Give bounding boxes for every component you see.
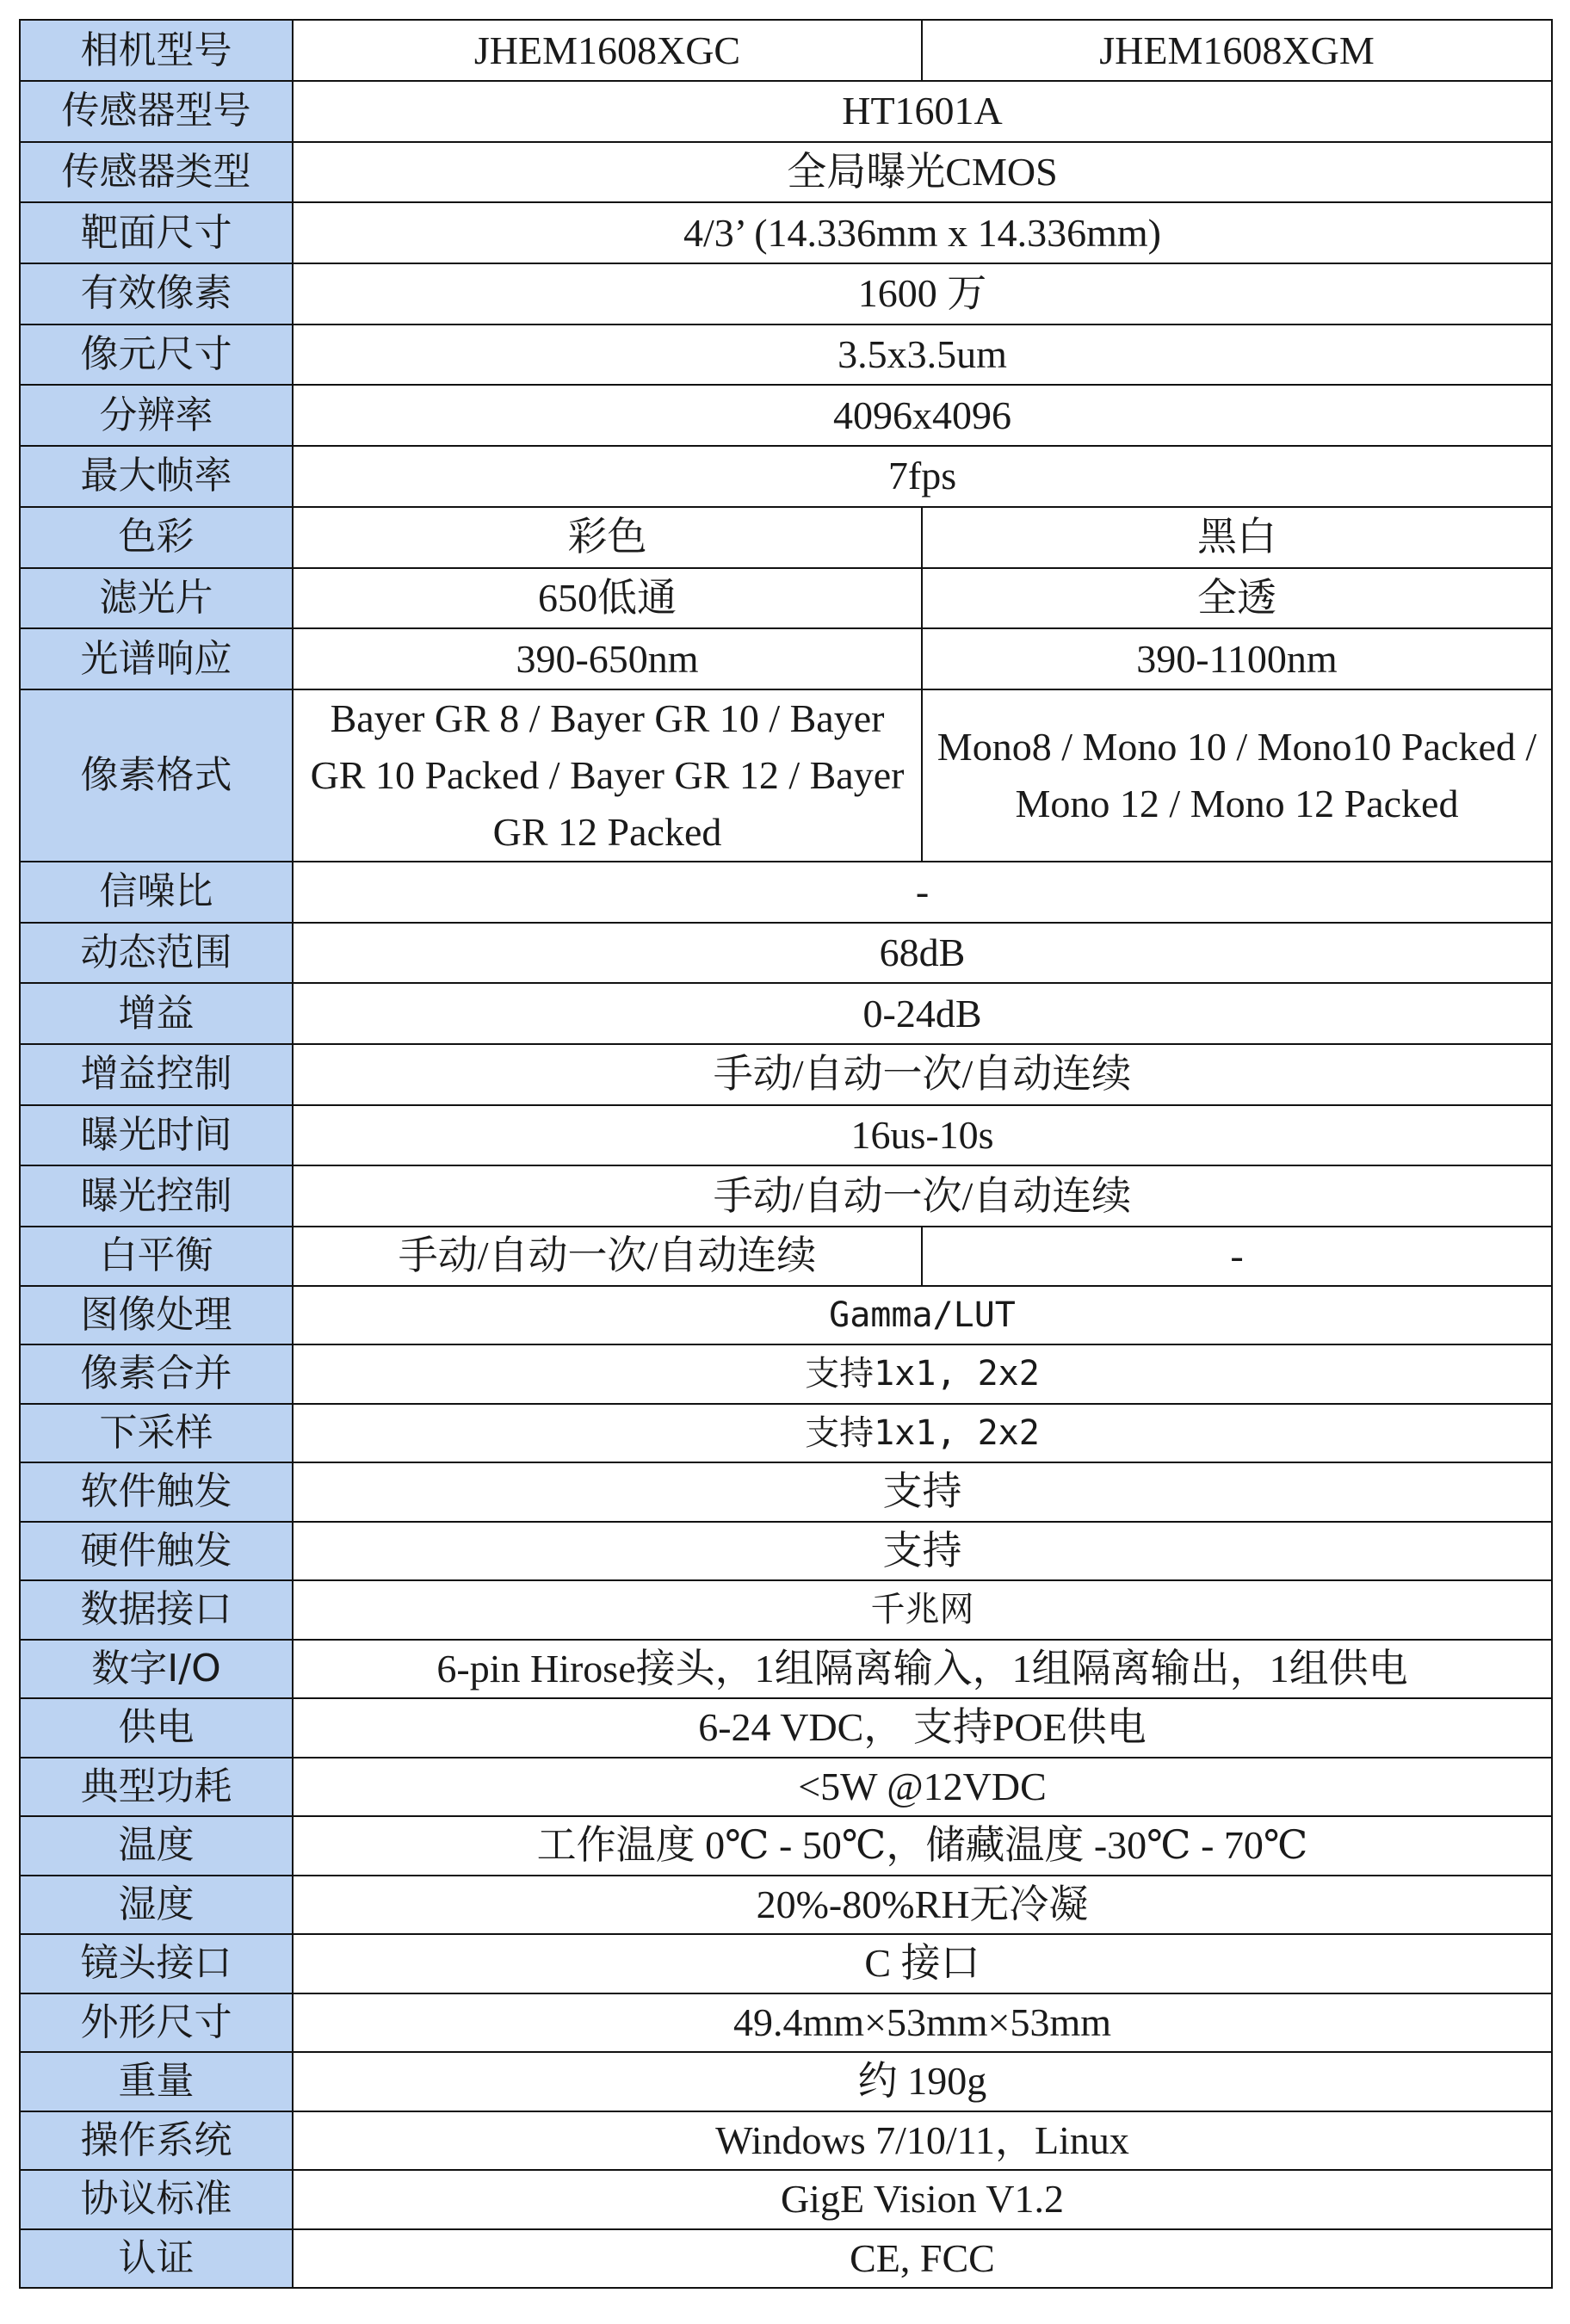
spec-label: 数字I/O (20, 1640, 293, 1699)
spec-value: 手动/自动一次/自动连续 (293, 1044, 1552, 1105)
spec-value: 工作温度 0℃ - 50℃，储藏温度 -30℃ - 70℃ (293, 1816, 1552, 1876)
header-model-label: 相机型号 (20, 20, 293, 81)
table-row (20, 1462, 1552, 1522)
table-row (20, 81, 1552, 142)
table-header-row (20, 20, 1552, 81)
spec-label: 白平衡 (20, 1227, 293, 1286)
spec-value: 7fps (293, 446, 1552, 507)
spec-label: 镜头接口 (20, 1934, 293, 1993)
spec-value: 约 190g (293, 2052, 1552, 2111)
spec-value: 全局曝光CMOS (293, 142, 1552, 203)
spec-label: 重量 (20, 2052, 293, 2111)
spec-table-body (20, 20, 1552, 2288)
spec-label: 动态范围 (20, 923, 293, 984)
spec-value: 68dB (293, 923, 1552, 984)
spec-value-color-model: Bayer GR 8 / Bayer GR 10 / Bayer GR 10 Packed / Bayer GR 12 / Bayer GR 12 Packed (293, 689, 922, 862)
spec-label: 软件触发 (20, 1462, 293, 1522)
spec-value: HT1601A (293, 81, 1552, 142)
table-row (20, 1758, 1552, 1817)
spec-value: 支持 (293, 1462, 1552, 1522)
table-row (20, 983, 1552, 1044)
table-row (20, 1165, 1552, 1227)
spec-value: 20%-80%RH无冷凝 (293, 1876, 1552, 1935)
spec-label: 曝光控制 (20, 1165, 293, 1227)
table-row (20, 1816, 1552, 1876)
table-row (20, 1227, 1552, 1286)
table-row (20, 263, 1552, 324)
spec-value: Gamma/LUT (293, 1286, 1552, 1345)
spec-label: 信噪比 (20, 862, 293, 923)
table-row (20, 385, 1552, 446)
spec-label: 曝光时间 (20, 1105, 293, 1166)
table-row (20, 2052, 1552, 2111)
spec-value: Windows 7/10/11，Linux (293, 2111, 1552, 2171)
spec-label: 传感器类型 (20, 142, 293, 203)
table-row (20, 1580, 1552, 1640)
table-row (20, 1044, 1552, 1105)
spec-label: 色彩 (20, 507, 293, 568)
spec-label: 协议标准 (20, 2170, 293, 2229)
spec-table (19, 19, 1553, 2289)
spec-label: 像素格式 (20, 689, 293, 862)
spec-value: GigE Vision V1.2 (293, 2170, 1552, 2229)
table-row (20, 1344, 1552, 1404)
spec-label: 图像处理 (20, 1286, 293, 1345)
spec-label: 认证 (20, 2229, 293, 2289)
table-row (20, 1934, 1552, 1993)
spec-value-mono-model: Mono8 / Mono 10 / Mono10 Packed / Mono 12 / Mono 12 Packed (922, 689, 1552, 862)
spec-value-color-model: 彩色 (293, 507, 922, 568)
spec-label: 增益 (20, 983, 293, 1044)
spec-value: 手动/自动一次/自动连续 (293, 1165, 1552, 1227)
spec-label: 最大帧率 (20, 446, 293, 507)
table-row (20, 507, 1552, 568)
spec-label: 温度 (20, 1816, 293, 1876)
spec-value: 支持1x1, 2x2 (293, 1404, 1552, 1463)
spec-value: - (293, 862, 1552, 923)
spec-label: 操作系统 (20, 2111, 293, 2171)
spec-value-color-model: 390-650nm (293, 628, 922, 689)
table-row (20, 1640, 1552, 1699)
spec-value-color-model: 手动/自动一次/自动连续 (293, 1227, 922, 1286)
spec-value: C 接口 (293, 1934, 1552, 1993)
table-row (20, 324, 1552, 386)
spec-value-color-model: 650低通 (293, 568, 922, 629)
spec-label: 数据接口 (20, 1580, 293, 1640)
spec-value: 0-24dB (293, 983, 1552, 1044)
table-row (20, 568, 1552, 629)
spec-label: 像素合并 (20, 1344, 293, 1404)
spec-value: 49.4mm×53mm×53mm (293, 1993, 1552, 2053)
spec-value: 16us-10s (293, 1105, 1552, 1166)
spec-value-mono-model: 全透 (922, 568, 1552, 629)
spec-value: CE, FCC (293, 2229, 1552, 2289)
spec-label: 滤光片 (20, 568, 293, 629)
spec-value: 支持 (293, 1522, 1552, 1581)
table-row (20, 923, 1552, 984)
spec-label: 典型功耗 (20, 1758, 293, 1817)
spec-label: 有效像素 (20, 263, 293, 324)
spec-value: 6-24 VDC， 支持POE供电 (293, 1698, 1552, 1758)
spec-label: 传感器型号 (20, 81, 293, 142)
spec-value-mono-model: 390-1100nm (922, 628, 1552, 689)
spec-label: 靶面尺寸 (20, 202, 293, 263)
table-row (20, 1404, 1552, 1463)
spec-value: 1600 万 (293, 263, 1552, 324)
spec-value: 4/3’ (14.336mm x 14.336mm) (293, 202, 1552, 263)
table-row (20, 1105, 1552, 1166)
spec-label: 增益控制 (20, 1044, 293, 1105)
table-row (20, 2111, 1552, 2171)
table-row (20, 1876, 1552, 1935)
header-model-mono: JHEM1608XGM (922, 20, 1552, 81)
table-row (20, 202, 1552, 263)
table-row (20, 446, 1552, 507)
spec-label: 下采样 (20, 1404, 293, 1463)
table-row (20, 1286, 1552, 1345)
spec-value-mono-model: - (922, 1227, 1552, 1286)
spec-value: 支持1x1, 2x2 (293, 1344, 1552, 1404)
spec-value: 3.5x3.5um (293, 324, 1552, 386)
table-row (20, 689, 1552, 862)
spec-value: <5W @12VDC (293, 1758, 1552, 1817)
spec-label: 光谱响应 (20, 628, 293, 689)
table-row (20, 2170, 1552, 2229)
table-row (20, 1993, 1552, 2053)
table-row (20, 2229, 1552, 2289)
spec-value: 6-pin Hirose接头，1组隔离输入，1组隔离输出，1组供电 (293, 1640, 1552, 1699)
spec-label: 像元尺寸 (20, 324, 293, 386)
spec-label: 硬件触发 (20, 1522, 293, 1581)
table-row (20, 862, 1552, 923)
spec-value: 4096x4096 (293, 385, 1552, 446)
table-row (20, 142, 1552, 203)
table-row (20, 628, 1552, 689)
table-row (20, 1522, 1552, 1581)
spec-label: 供电 (20, 1698, 293, 1758)
header-model-color: JHEM1608XGC (293, 20, 922, 81)
table-row (20, 1698, 1552, 1758)
spec-value-mono-model: 黑白 (922, 507, 1552, 568)
spec-value: 千兆网 (293, 1580, 1552, 1640)
spec-label: 分辨率 (20, 385, 293, 446)
spec-label: 外形尺寸 (20, 1993, 293, 2053)
spec-label: 湿度 (20, 1876, 293, 1935)
